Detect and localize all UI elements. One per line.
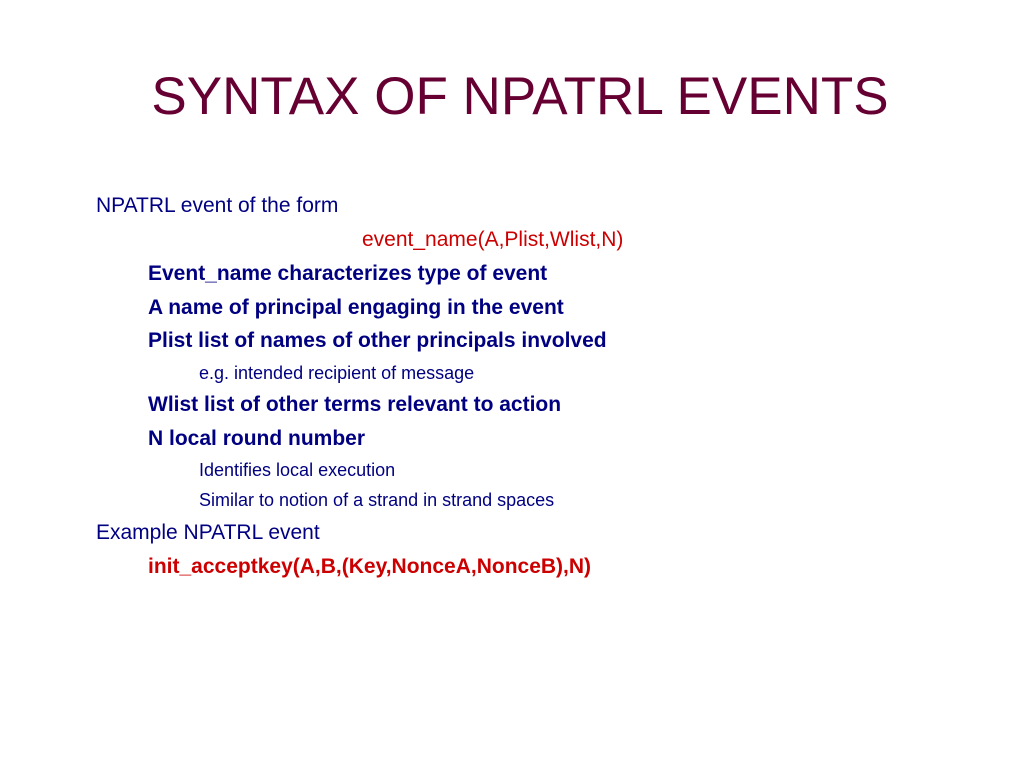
n-identifies-text: Identifies local execution [199,460,396,480]
n-local-description: N local round number [148,427,366,450]
event-form-text: event_name(A,Plist,Wlist,N) [362,228,624,251]
intro-text: NPATRL event of the form [96,194,339,217]
plist-example-text: e.g. intended recipient of message [199,363,475,383]
plist-description: Plist list of names of other principals involved [148,329,607,352]
n-similar-text: Similar to notion of a strand in strand spaces [199,490,555,510]
slide-title: SYNTAX OF NPATRL EVENTS [151,67,889,126]
event-name-description: Event_name characterizes type of event [148,262,548,285]
example-value: init_acceptkey(A,B,(Key,NonceA,NonceB),N) [148,555,592,578]
a-name-description: A name of principal engaging in the event [148,296,564,319]
example-heading: Example NPATRL event [96,521,320,544]
wlist-description: Wlist list of other terms relevant to action [148,393,562,416]
